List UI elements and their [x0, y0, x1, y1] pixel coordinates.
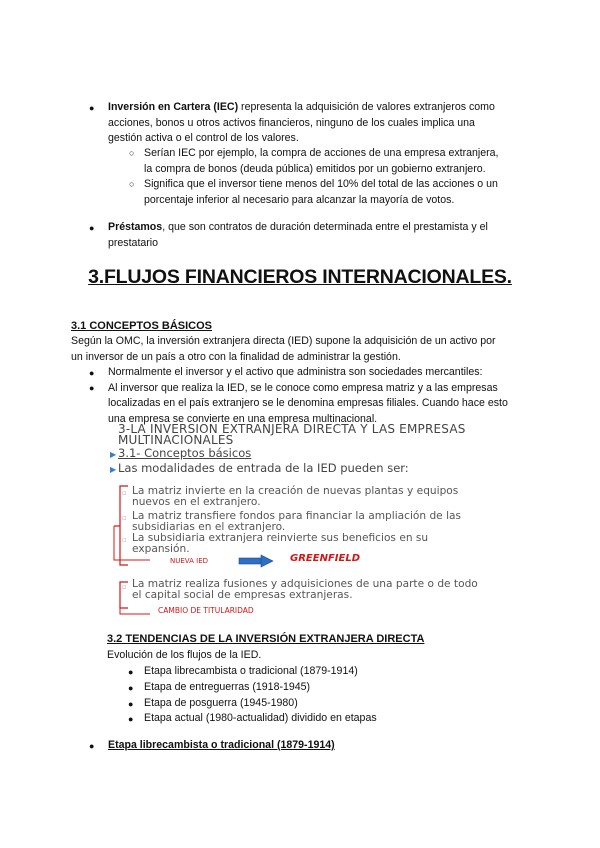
s31-bullet-1: Normalmente el inversor y el activo que administra son sociedades mercantiles:: [108, 366, 483, 378]
slide-item-1-line-1: La matriz invierte en la creación de nuevas plantas y equipos: [132, 485, 459, 497]
slide-item-3-line-1: La subsidiaria extranjera reinvierte sus beneficios en su: [132, 532, 429, 544]
prestamos-line-1: [108, 220, 488, 236]
right-arrow-icon: [238, 554, 274, 568]
greenfield-label: GREENFIELD: [290, 553, 360, 564]
bullet-dot: ●: [89, 368, 95, 378]
circle-bullet: ○: [129, 179, 135, 189]
sub1-line-2: la compra de bonos (deuda pública) emitidos por un gobierno extranjero.: [144, 162, 486, 175]
circle-bullet: ○: [129, 148, 135, 158]
s31-bullet-2-line-2: localizadas en el país extranjero se le denomina empresas filiales. Cuando hace esto: [108, 397, 508, 409]
subsection-title-3-1: 3.1 CONCEPTOS BÁSICOS: [71, 320, 212, 332]
s32-item-4: Etapa actual (1980-actualidad) dividido en etapas: [144, 712, 377, 724]
triangle-bullet-icon: ▶: [110, 465, 117, 474]
bullet-dot: ●: [128, 699, 134, 709]
iec-line-1: [108, 100, 495, 116]
subsection-title-3-2: 3.2 TENDENCIAS DE LA INVERSIÓN EXTRANJERA DIRECTA: [107, 633, 425, 645]
sub1-line-1: Serían IEC por ejemplo, la compra de acciones de una empresa extranjera,: [144, 147, 499, 159]
bullet-dot: ●: [89, 223, 95, 233]
slide-item-marker: ▫: [122, 536, 127, 544]
s31-bullet-2-line-3: una empresa se convierte en una empresa multinacional.: [108, 412, 378, 425]
slide-item-marker: ▫: [122, 489, 127, 497]
slide-item-3-line-2: expansión.: [132, 543, 190, 555]
embedded-slide-image: [110, 420, 495, 618]
bottom-bullet-heading: Etapa librecambista o tradicional (1879-1914): [108, 739, 335, 751]
cambio-titularidad-label: CAMBIO DE TITULARIDAD: [158, 606, 254, 615]
bullet-dot: ●: [89, 741, 95, 751]
s31-bullet-2-line-1: Al inversor que realiza la IED, se le conoce como empresa matriz y a las empresas: [108, 381, 498, 394]
slide-title-line-2: MULTINACIONALES: [118, 433, 234, 447]
s31-para-line-1: Según la OMC, la inversión extranjera directa (IED) supone la adquisición de un activo por: [71, 335, 496, 347]
slide-item-4-line-2: el capital social de empresas extranjeras.: [132, 589, 353, 601]
sub2-line-2: porcentaje inferior al necesario para alcanzar la mayoría de votos.: [144, 193, 455, 206]
slide-subtitle: 3.1- Conceptos básicos: [118, 446, 252, 460]
slide-item-2-line-1: La matriz transfiere fondos para financiar la ampliación de las: [132, 510, 462, 522]
slide-item-marker: ▫: [122, 583, 127, 591]
s32-item-1: Etapa librecambista o tradicional (1879-1914): [144, 665, 358, 677]
s32-item-2: Etapa de entreguerras (1918-1945): [144, 681, 311, 693]
iec-line-3: gestión activa o el control de los valores.: [108, 132, 299, 144]
nueva-ied-label: NUEVA IED: [170, 557, 209, 565]
iec-line-2: acciones, bonos u otros activos financieros, ninguno de los cuales implica una: [108, 116, 475, 129]
slide-item-4-line-1: La matriz realiza fusiones y adquisiciones de una parte o de todo: [132, 578, 478, 590]
s32-intro: Evolución de los flujos de la IED.: [107, 649, 262, 661]
bullet-dot: ●: [128, 683, 134, 693]
s32-item-3: Etapa de posguerra (1945-1980): [144, 697, 298, 709]
slide-item-1-line-2: nuevos en el extranjero.: [132, 496, 261, 508]
section-heading: 3.FLUJOS FINANCIEROS INTERNACIONALES.: [88, 266, 512, 288]
slide-item-2-line-2: subsidiarias en el extranjero.: [132, 521, 286, 533]
bullet-dot: ●: [89, 383, 95, 393]
bullet-dot: ●: [89, 103, 95, 113]
iec-text: representa la adquisición de valores extranjeros como: [238, 101, 495, 113]
bullet-dot: ●: [128, 714, 134, 724]
slide-lead: Las modalidades de entrada de la IED pueden ser:: [118, 461, 409, 475]
prestamos-line-2: prestatario: [108, 236, 159, 249]
iec-term: Inversión en Cartera (IEC): [108, 101, 239, 113]
slide-title-line-1: 3-LA INVERSION EXTRANJERA DIRECTA Y LAS EMPRESAS: [118, 422, 466, 436]
sub2-line-1: Significa que el inversor tiene menos del 10% del total de las acciones o un: [144, 178, 498, 190]
prestamos-text: , que son contratos de duración determinada entre el prestamista y el: [162, 221, 488, 233]
slide-item-marker: ▫: [122, 514, 127, 522]
s31-para-line-2: un inversor de un país a otro con la finalidad de administrar la gestión.: [71, 350, 401, 363]
triangle-bullet-icon: ▶: [110, 450, 117, 459]
prestamos-term: Préstamos: [108, 221, 163, 233]
bullet-dot: ●: [128, 667, 134, 677]
